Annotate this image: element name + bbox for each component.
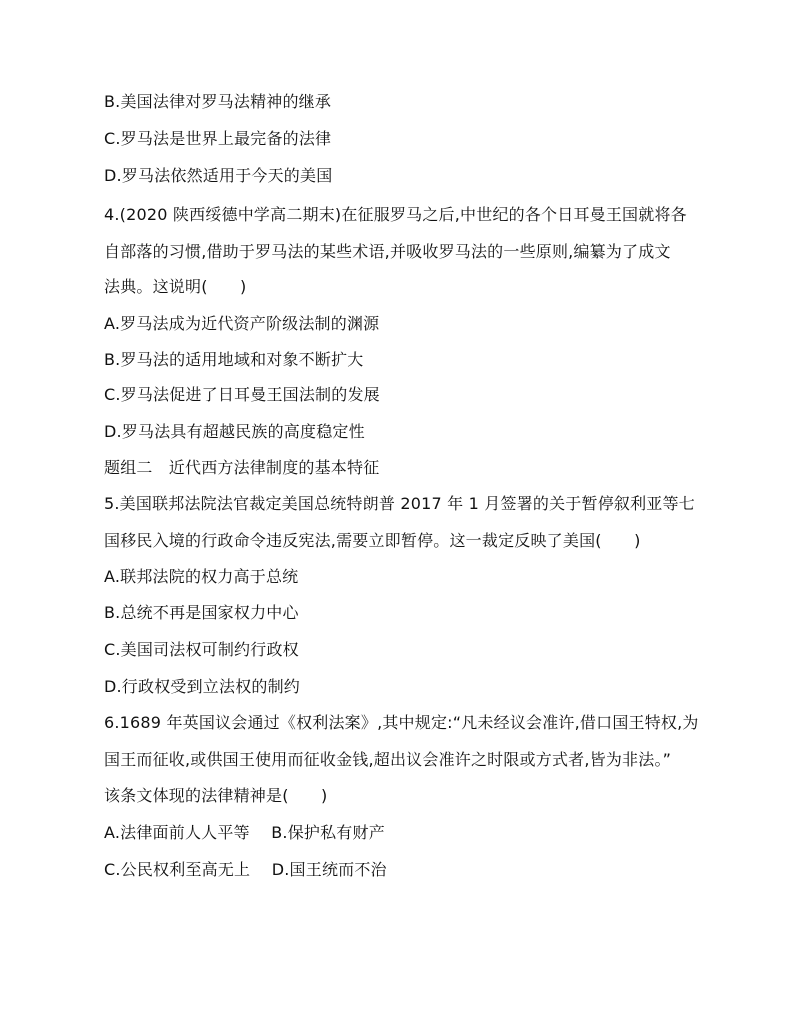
q5-option-d: D.行政权受到立法权的制约 — [104, 677, 301, 696]
q3-option-c: C.罗马法是世界上最完备的法律 — [104, 129, 332, 148]
q4-stem-line-2: 自部落的习惯,借助于罗马法的某些术语,并吸收罗马法的一些原则,编纂为了成文 — [104, 242, 671, 261]
q4-option-b: B.罗马法的适用地域和对象不断扩大 — [104, 350, 364, 369]
q6-options-line-2: C.公民权利至高无上 D.国王统而不治 — [104, 860, 387, 879]
q4-stem-line-1: 4.(2020 陕西绥德中学高二期末)在征服罗马之后,中世纪的各个日耳曼王国就将各 — [104, 205, 687, 224]
section-heading: 题组二 近代西方法律制度的基本特征 — [104, 458, 380, 477]
q5-option-c: C.美国司法权可制约行政权 — [104, 640, 299, 659]
q3-option-b: B.美国法律对罗马法精神的继承 — [104, 92, 332, 111]
q5-option-a: A.联邦法院的权力高于总统 — [104, 567, 299, 586]
q5-stem-line-2: 国移民入境的行政命令违反宪法,需要立即暂停。这一裁定反映了美国( ) — [104, 531, 641, 550]
q5-stem-line-1: 5.美国联邦法院法官裁定美国总统特朗普 2017 年 1 月签署的关于暂停叙利亚等七 — [104, 494, 695, 513]
q6-stem-line-3: 该条文体现的法律精神是( ) — [104, 786, 328, 805]
q5-option-b: B.总统不再是国家权力中心 — [104, 603, 299, 622]
q4-option-d: D.罗马法具有超越民族的高度稳定性 — [104, 422, 365, 441]
q4-option-a: A.罗马法成为近代资产阶级法制的渊源 — [104, 314, 380, 333]
q6-options-line-1: A.法律面前人人平等 B.保护私有财产 — [104, 823, 385, 842]
q6-stem-line-1: 6.1689 年英国议会通过《权利法案》,其中规定:“凡未经议会准许,借口国王特权,为 — [104, 713, 699, 732]
q6-stem-line-2: 国王而征收,或供国王使用而征收金钱,超出议会准许之时限或方式者,皆为非法。” — [104, 750, 672, 769]
q4-option-c: C.罗马法促进了日耳曼王国法制的发展 — [104, 385, 380, 404]
q4-stem-line-3: 法典。这说明( ) — [104, 277, 247, 296]
q3-option-d: D.罗马法依然适用于今天的美国 — [104, 166, 333, 185]
